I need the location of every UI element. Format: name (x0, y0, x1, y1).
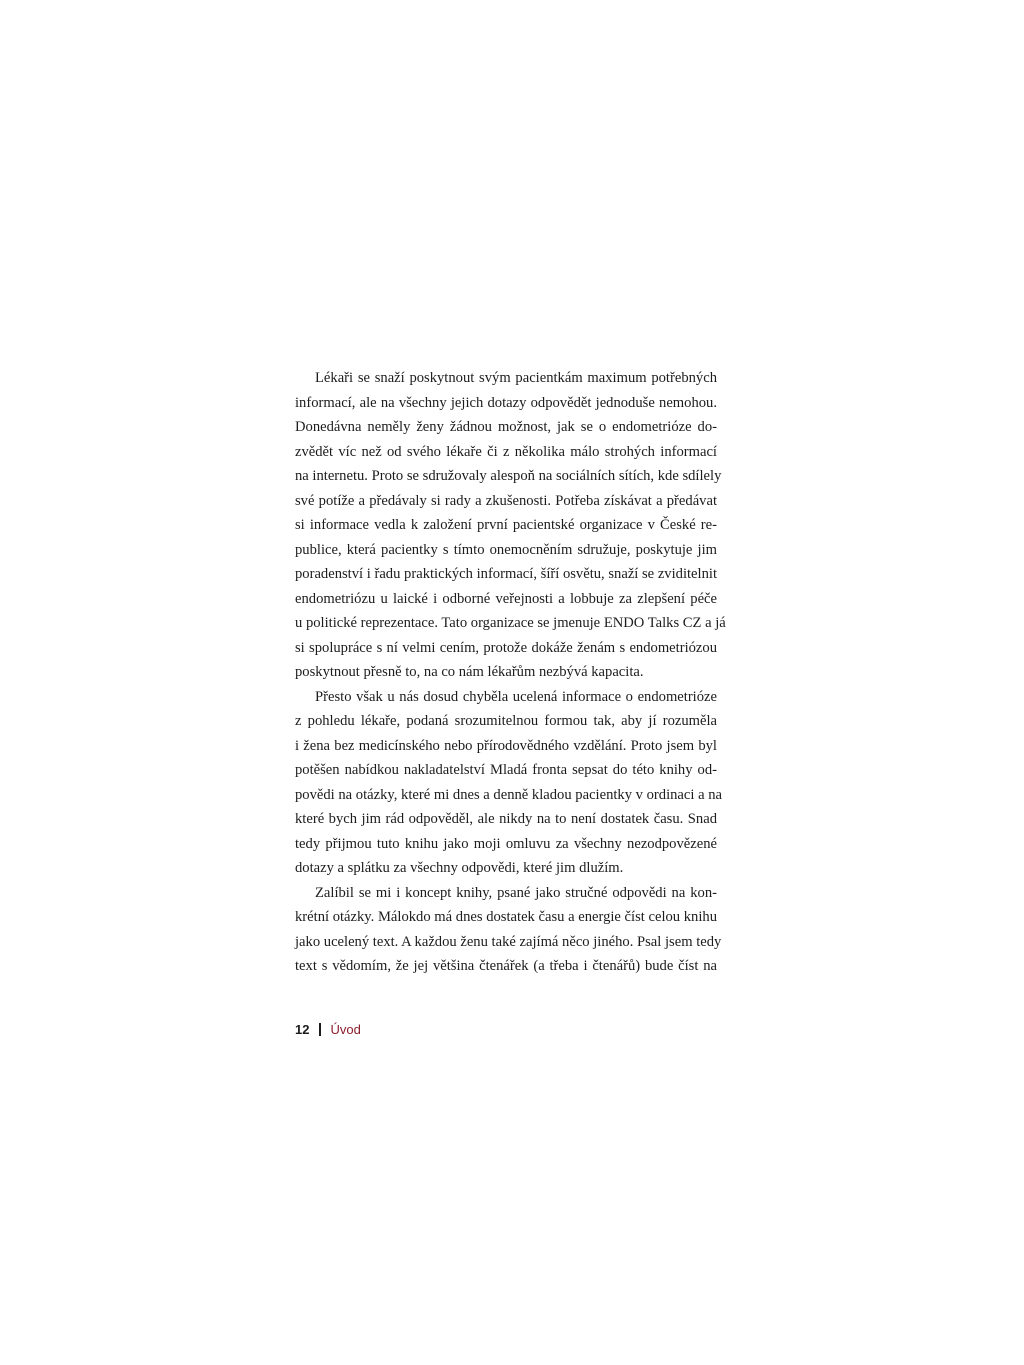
text-line: si spolupráce s ní velmi cením, protože dokáže ženám s endometriózou (295, 639, 717, 656)
text-line: povědi na otázky, které mi dnes a denně kladou pacientky v ordinaci a na (295, 786, 722, 803)
text-line: informací, ale na všechny jejich dotazy odpovědět jednoduše nemohou. (295, 394, 717, 411)
text-line: Zalíbil se mi i koncept knihy, psané jako stručné odpovědi na kon- (315, 884, 717, 901)
body-text (295, 366, 726, 979)
text-line: tedy přijmou tuto knihu jako moji omluvu za všechny nezodpovězené (295, 835, 717, 852)
text-line: na internetu. Proto se sdružovaly alespoň na sociálních sítích, kde sdílely (295, 468, 722, 484)
text-line: potěšen nabídkou nakladatelství Mladá fronta sepsat do této knihy od- (295, 762, 717, 778)
text-line: u politické reprezentace. Tato organizace se jmenuje ENDO Talks CZ a já (295, 615, 726, 631)
text-line: jako ucelený text. A každou ženu také zajímá něco jiného. Psal jsem tedy (295, 933, 722, 950)
section-title: Úvod (330, 1022, 361, 1037)
text-line: Lékaři se snaží poskytnout svým pacientkám maximum potřebných (315, 370, 717, 386)
text-line: které bych jim rád odpověděl, ale nikdy na to není dostatek času. Snad (295, 811, 717, 827)
paragraph (295, 685, 722, 881)
text-line: Donedávna neměly ženy žádnou možnost, jak se o endometrióze do- (295, 419, 717, 435)
page-number: 12 (295, 1022, 310, 1037)
text-line: poradenství i řadu praktických informací, šíří osvětu, snaží se zviditelnit (295, 566, 717, 582)
paragraph (295, 881, 722, 979)
paragraph (295, 366, 726, 685)
text-line: publice, která pacientky s tímto onemocněním sdružuje, poskytuje jim (295, 541, 717, 558)
text-line: poskytnout přesně to, na co nám lékařům nezbývá kapacita. (295, 664, 644, 680)
text-line: si informace vedla k založení první pacientské organizace v České re- (295, 517, 717, 533)
footer-divider (319, 1023, 321, 1036)
page-footer (295, 1020, 361, 1040)
text-line: krétní otázky. Málokdo má dnes dostatek času a energie číst celou knihu (295, 909, 717, 925)
text-line: endometriózu u laické i odborné veřejnosti a lobbuje za zlepšení péče (295, 590, 717, 607)
text-line: text s vědomím, že jej většina čtenářek (a třeba i čtenářů) bude číst na (295, 958, 717, 974)
text-line: Přesto však u nás dosud chyběla ucelená informace o endometrióze (315, 688, 717, 705)
text-line: své potíže a předávaly si rady a zkušenosti. Potřeba získávat a předávat (295, 492, 717, 509)
text-line: z pohledu lékaře, podaná srozumitelnou formou tak, aby jí rozuměla (295, 713, 717, 729)
text-line: i žena bez medicínského nebo přírodovědného vzdělání. Proto jsem byl (295, 737, 717, 754)
text-line: zvědět víc než od svého lékaře či z několika málo strohých informací (295, 443, 717, 460)
text-line: dotazy a splátku za všechny odpovědi, které jim dlužím. (295, 860, 624, 876)
